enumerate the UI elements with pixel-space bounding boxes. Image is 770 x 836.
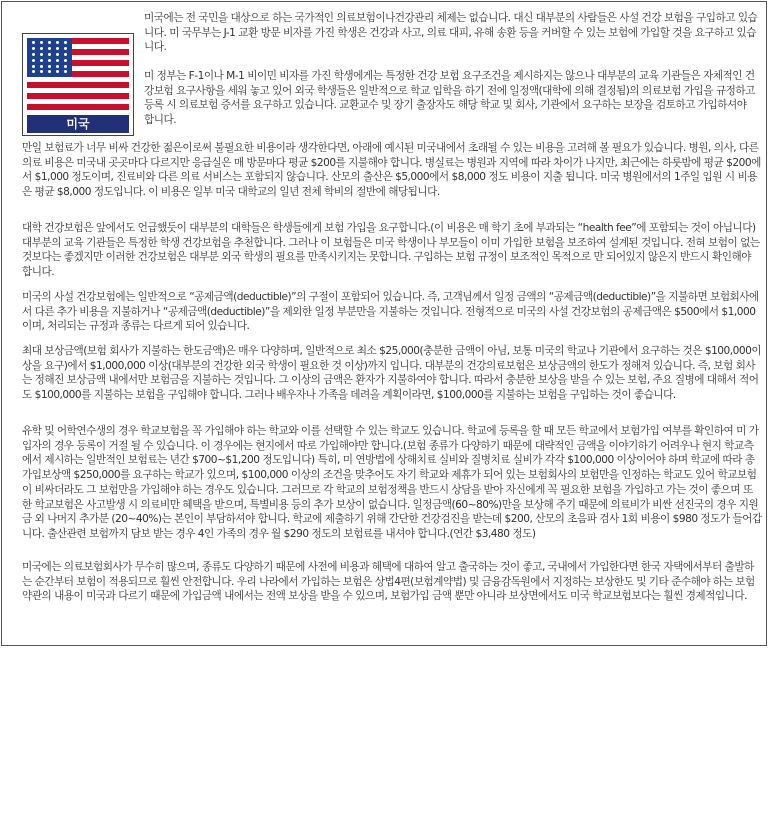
star-icon	[48, 70, 51, 73]
star-icon	[56, 59, 59, 62]
star-icon	[48, 47, 51, 50]
star-icon	[40, 70, 43, 73]
star-icon	[64, 59, 67, 62]
star-icon	[32, 70, 35, 73]
flag-canton	[27, 38, 72, 77]
star-icon	[64, 65, 67, 68]
star-icon	[32, 41, 35, 44]
paragraph-domestic-insurance: 미국에는 의료보험회사가 무수히 많으며, 종류도 다양하기 때문에 사전에 비용과 혜택에 대하여 알고 출국하는 것이 좋고, 국내에서 가입한다면 한국 자택에서부터 출발하는 순간부터 보험이 적용되므로 훨씬 안전합니다. 우리 나라에서 가입하는 보험은 상법4편(보험계약법) 및 금융감독원에서 지정하는 보상한도 및 기타 준수해야 하는 보험약관의 내용이 미국과 다르기 때문에 가입금액 내에서는 전액 보상을 받을 수 있으며, 보험가입 금액 뿐만 아니라 보상면에서도 미국 학교보험보다는 훨씬 경제적입니다.	[22, 561, 755, 603]
star-icon	[48, 59, 51, 62]
star-icon	[32, 47, 35, 50]
paragraph-university-insurance: 대학 건강보험은 앞에서도 언급했듯이 대부분의 대학들은 학생들에게 보험 가입을 요구합니다.(이 비용은 매 학기 초에 부과되는 “health fee”에 포함되는 것이 아닙니다) 대부분의 교육 기관들은 특정한 학생 건강보험을 추천합니다. 그러나 이 보험들은 미국 학생이나 부모들이 이미 가입한 보험을 보조하여 설계된 것입니다. 전혀 보험이 없는 것보다는 좋겠지만 이러한 건강보험은 대부분 외국 학생의 필요를 만족시키지는 못합니다. 구입하는 보험 규정이 보조적인 목적으로 만 되어있지 않은지 반드시 확인해야 합니다.	[22, 222, 760, 279]
star-icon	[48, 65, 51, 68]
paragraph-coverage-limit: 최대 보상금액(보험 회사가 지불하는 한도금액)은 매우 다양하며, 일반적으로 최소 $25,000(충분한 금액이 아님, 보통 미국의 학교나 기관에서 요구하는 것은 $100,000이상을 요구)에서 $1,000,000 이상(대부분의 건강한 외국 학생이 필요한 것 이상)까지 입니다. 대부분의 건강의료보험은 보상금액의 한도가 정해져 있습니다. 즉, 보험 회사는 정해진 보상금액 내에서만 보험금을 지불하는 것입니다. 그 이상의 금액은 환자가 지불하여야 합니다. 따라서 충분한 보상을 받을 수 있는 보험, 주요 질병에 대해서 적어도 $100,000를 지불하는 보험을 구입해야 합니다. 그러나 배우자나 가족을 데려올 계획이라면, $100,000를 지불하는 보험을 구입하는 것이 좋습니다.	[22, 345, 762, 402]
star-icon	[40, 41, 43, 44]
star-icon	[40, 53, 43, 56]
star-icon	[56, 47, 59, 50]
us-flag-icon	[27, 38, 129, 110]
star-icon	[64, 47, 67, 50]
paragraph-costs: 만일 보험료가 너무 비싸 건강한 젊은이로써 불필요한 비용이라 생각한다면, 아래에 예시된 미국내에서 초래될 수 있는 비용을 고려해 볼 필요가 있습니다. 병원, 의사, 다른 의료 비용은 미국내 곳곳마다 다르지만 응급실은 매 방문마다 평균 $200를 지불해야 합니다. 병실료는 병원과 지역에 따라 차이가 나지만, 최근에는 하룻밤에 평균 $200에서 $1,000 정도이며, 진료비와 다른 의료 서비스는 포함되지 않습니다. 산모의 출산은 $5,000에서 $8,000 정도 비용이 지출 됩니다. 미국 병원에서의 1주일 입원 시 비용은 평균 $8,000 정도입니다. 이 비용은 일부 미국 대학교의 일년 전체 학비의 절반에 해당됩니다.	[22, 142, 761, 199]
intro-paragraph-1: 미국에는 전 국민을 대상으로 하는 국가적인 의료보험이나건강관리 체제는 없습니다. 대신 대부분의 사람들은 사설 건강 보험을 구입하고 있습니다. 미 국무부는 J-1 교환 방문 비자를 가진 학생은 건강과 사고, 의료 대피, 유해 송환 등을 커버할 수 있는 보험에 가입할 것을 요구하고 있습니다.	[144, 12, 758, 54]
content-frame	[1, 1, 767, 646]
star-icon	[32, 53, 35, 56]
star-icon	[56, 41, 59, 44]
country-label: 미국	[27, 115, 129, 133]
star-icon	[40, 47, 43, 50]
star-icon	[56, 70, 59, 73]
star-icon	[32, 65, 35, 68]
paragraph-deductible: 미국의 사설 건강보험에는 일반적으로 “공제금액(deductible)”의 구절이 포함되어 있습니다. 즉, 고객님께서 일정 금액의 “공제금액(deductible)”을 지불하면 보험회사에서 다른 추가 비용을 지불하거나 “공제금액(deductible)”을 제외한 일정 부분만을 지불하는 것입니다. 전형적으로 미국의 사설 건강보험의 공제금액은 $500에서 $1,000이며, 처리되는 규정과 종류는 다르게 되어 있습니다.	[22, 291, 759, 333]
paragraph-student-insurance: 유학 및 어학연수생의 경우 학교보험을 꼭 가입해야 하는 학교와 이를 선택할 수 있는 학교도 있습니다. 학교에 등록을 할 때 모든 학교에서 보험가입 여부를 확인하여 미 가입자의 경우 등록이 거절 될 수 있습니다. 이 경우에는 현지에서 따로 가입해야만 합니다.(보험 종류가 다양하기 때문에 대략적인 금액을 이야기하기 어려우나 현지 학교측에서 제시하는 일반적인 보험료는 년간 $700~$1,200 정도입니다) 특히, 미 연방법에 상해치료 실비와 질병치료 실비가 각각 $100,000 이상이어야 하며 학교에 따라 총 가입보상액 $250,000를 요구하는 학교가 있으며, $100,000 이상의 조건을 맞추어도 자기 학교와 제휴가 되어 있는 보험회사의 보험만을 인정하는 학교도 있어 학교보험이 비싸더라도 그 보험만을 가입해야 하는 경우도 있습니다. 그러므로 각 학교의 보험정책을 반드시 상담을 받아 자신에게 꼭 필요한 보험을 가입하고 가는 것이 좋으며 또한 학교보험은 사고발생 시 의료비만 혜택을 받으며, 특별비용 등의 추가 보상이 없습니다. 일정금액(60~80%)만을 보상해 주기 때문에 의료비가 비싼 선진국의 경우 지원금 외 나머지 추가분 (20~40%)는 본인이 부담하셔야 합니다. 학교에 제출하기 위해 간단한 건강검진을 받는데 $200, 산모의 초음파 검사 1회 비용이 $980 정도가 들어갑니다. 출산관련 보험까지 담보 받는 경우 4인 가족의 경우 월 $290 정도의 보험료를 내셔야 합니다.(연간 $3,480 정도)	[22, 425, 762, 540]
star-icon	[48, 41, 51, 44]
star-icon	[48, 53, 51, 56]
country-badge	[22, 33, 134, 136]
star-icon	[40, 65, 43, 68]
star-icon	[64, 53, 67, 56]
star-icon	[64, 70, 67, 73]
star-icon	[56, 53, 59, 56]
intro-paragraph-2: 미 정부는 F-1이나 M-1 비이민 비자를 가진 학생에게는 특정한 건강 보험 요구조건을 제시하지는 않으나 대부분의 교육 기관들은 자체적인 건강보험 요구사항을 세워 놓고 있어 외국 학생들은 일반적으로 학교 입학을 하기 전에 일정액(대학에 의해 결정됨)의 의료보험 가입을 규정하고 등록 시 의료보험 증서를 요구하고 있습니다. 교환교수 및 장기 출장자도 해당 학교 및 회사, 기관에서 요구하는 보장을 검토하고 가입하셔야 합니다.	[144, 70, 755, 127]
star-icon	[64, 41, 67, 44]
star-icon	[56, 65, 59, 68]
star-icon	[40, 59, 43, 62]
star-icon	[32, 59, 35, 62]
